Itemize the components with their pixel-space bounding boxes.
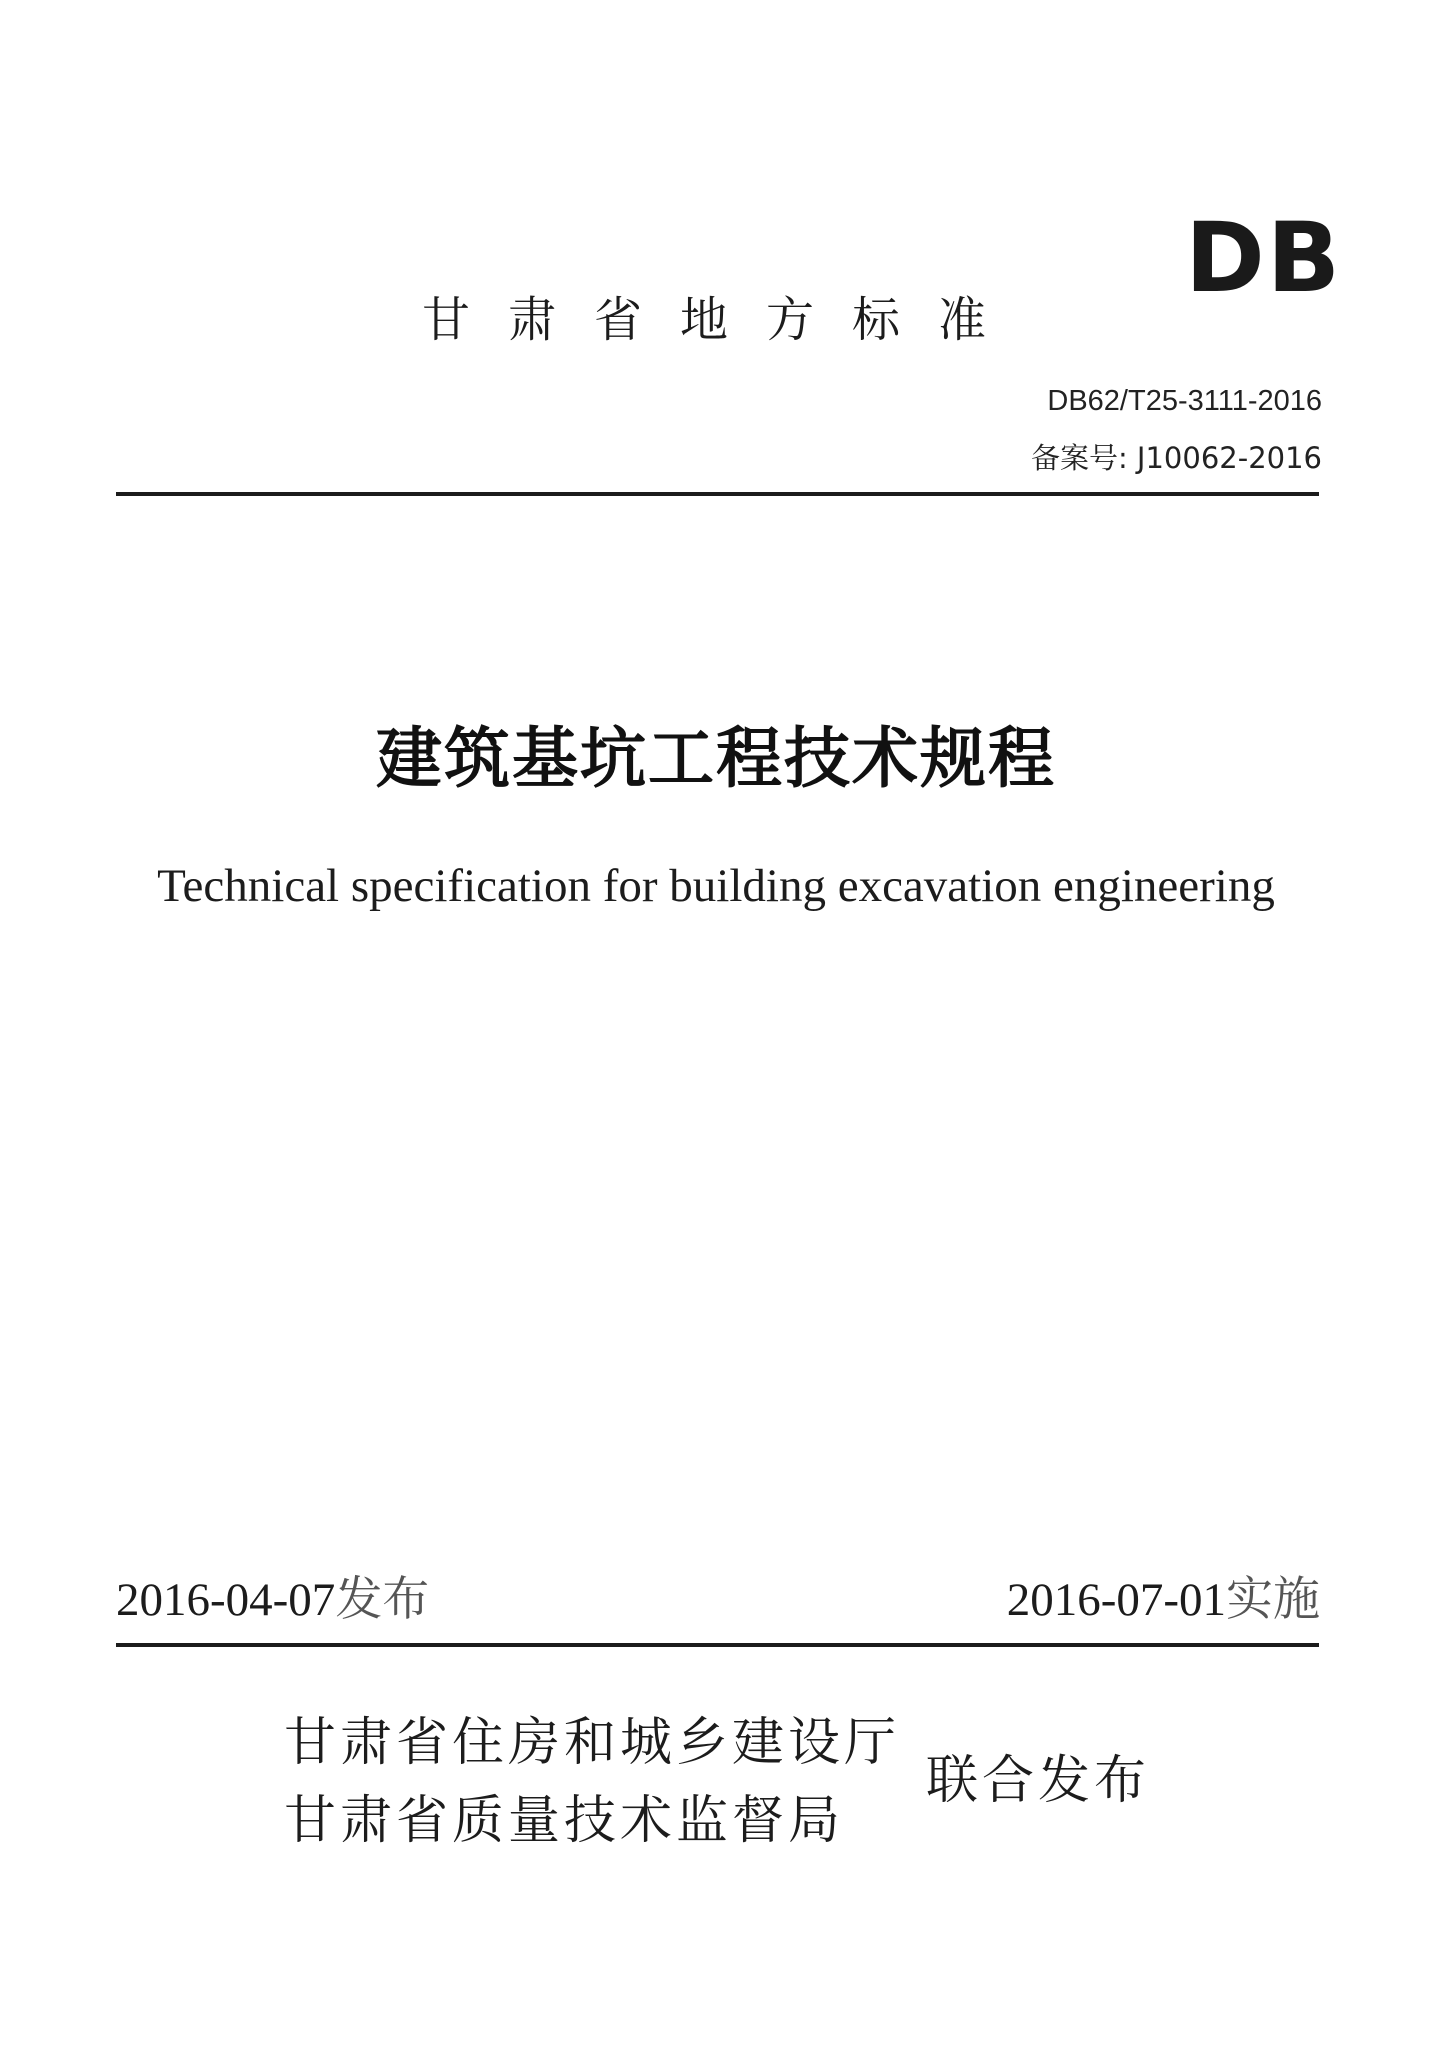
effective-date: 2016-07-01 (1006, 1574, 1226, 1626)
joint-release-label: 联合发布 (926, 1751, 1151, 1811)
standard-type-heading: 甘肃省地方标准 (422, 292, 1025, 348)
title-chinese: 建筑基坑工程技术规程 (376, 719, 1056, 797)
standard-code: DB62/T25-3111-2016 (1047, 385, 1322, 417)
publisher-housing-department: 甘肃省住房和城乡建设厅 (284, 1713, 901, 1773)
release-date-line (116, 1572, 429, 1628)
effective-label: 实施 (1226, 1572, 1320, 1627)
filing-number: 备案号: J10062-2016 (1030, 441, 1322, 475)
release-label: 发布 (335, 1572, 430, 1627)
title-english: Technical specification for building excavation engineering (157, 860, 1275, 912)
release-date: 2016-04-07 (116, 1574, 336, 1626)
db-category-mark: DB (1185, 202, 1342, 314)
effective-date-line (1007, 1572, 1320, 1628)
bottom-divider (116, 1643, 1319, 1647)
top-divider (116, 492, 1319, 496)
publisher-quality-bureau: 甘肃省质量技术监督局 (284, 1791, 845, 1851)
